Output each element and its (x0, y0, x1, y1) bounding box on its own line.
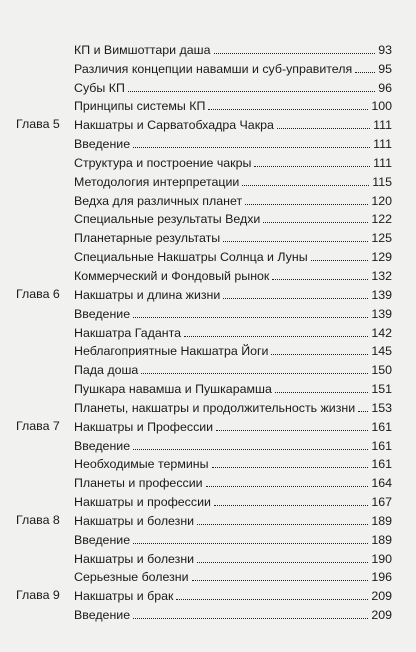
dot-leader (275, 392, 368, 393)
dot-leader (216, 430, 368, 431)
toc-entry (74, 250, 392, 264)
entry-title: Введение (74, 608, 131, 623)
dot-leader (128, 91, 375, 92)
entry-title: Специальные Накшатры Солнца и Луны (74, 250, 308, 265)
toc-entry (74, 118, 392, 132)
toc-entry (74, 137, 392, 151)
toc-row (16, 360, 392, 379)
dot-leader (263, 222, 368, 223)
dot-leader (271, 354, 368, 355)
dot-leader (355, 72, 375, 73)
entry-title: Накшатры и профессии (74, 495, 211, 510)
table-of-contents (16, 40, 392, 624)
page-number: 122 (371, 212, 392, 227)
dot-leader (223, 298, 368, 299)
dot-leader (223, 241, 368, 242)
dot-leader (245, 204, 368, 205)
entry-title: Накшатры и болезни (74, 513, 195, 528)
page-number: 145 (371, 344, 392, 359)
toc-entry (74, 439, 392, 453)
dot-leader (133, 449, 368, 450)
toc-row (16, 455, 392, 474)
dot-leader (242, 185, 369, 186)
toc-entry (74, 194, 392, 208)
toc-entry (74, 175, 392, 189)
page-number: 153 (371, 400, 392, 415)
page-number: 150 (371, 363, 392, 378)
dot-leader (176, 599, 368, 600)
dot-leader (192, 580, 369, 581)
page-number: 196 (371, 570, 392, 585)
page-number: 93 (378, 42, 392, 57)
page-number: 120 (371, 193, 392, 208)
toc-row (16, 97, 392, 116)
page-number: 96 (378, 80, 392, 95)
toc-entry (74, 99, 392, 113)
page-number: 161 (371, 419, 392, 434)
page-number: 111 (373, 118, 392, 133)
toc-row (16, 59, 392, 78)
entry-title: Накшатры и болезни (74, 551, 195, 566)
toc-entry (74, 457, 392, 471)
page-number: 132 (371, 268, 392, 283)
dot-leader (133, 618, 368, 619)
toc-row (16, 285, 392, 304)
toc-entry (74, 43, 392, 57)
entry-title: Коммерческий и Фондовый рынок (74, 268, 270, 283)
toc-row (16, 342, 392, 361)
entry-title: Серьезные болезни (74, 570, 189, 585)
entry-title: Введение (74, 306, 131, 321)
entry-title: Необходимые термины (74, 457, 209, 472)
entry-title: Планетарные результаты (74, 231, 221, 246)
toc-row (16, 40, 392, 59)
entry-title: Неблагоприятные Накшатра Йоги (74, 344, 269, 359)
entry-title: Введение (74, 137, 131, 152)
page-number: 161 (371, 457, 392, 472)
entry-title: Ведха для различных планет (74, 193, 243, 208)
toc-row (16, 115, 392, 134)
toc-entry (74, 570, 392, 584)
dot-leader (133, 317, 368, 318)
toc-entry (74, 212, 392, 226)
page-number: 209 (371, 608, 392, 623)
toc-row (16, 210, 392, 229)
dot-leader (197, 524, 368, 525)
dot-leader (214, 505, 368, 506)
toc-row (16, 549, 392, 568)
toc-entry (74, 514, 392, 528)
toc-entry (74, 326, 392, 340)
entry-title: Накшатры и длина жизни (74, 287, 221, 302)
toc-entry (74, 156, 392, 170)
dot-leader (214, 53, 376, 54)
dot-leader (133, 543, 368, 544)
toc-entry (74, 382, 392, 396)
entry-title: Пушкара навамша и Пушкарамша (74, 382, 272, 397)
page-number: 161 (371, 438, 392, 453)
page-number: 95 (378, 61, 392, 76)
page-number: 209 (371, 589, 392, 604)
page-number: 111 (373, 155, 392, 170)
dot-leader (141, 373, 368, 374)
toc-entry (74, 288, 392, 302)
toc-row (16, 417, 392, 436)
toc-entry (74, 81, 392, 95)
toc-row (16, 247, 392, 266)
toc-row (16, 153, 392, 172)
toc-row (16, 436, 392, 455)
page-number: 189 (371, 513, 392, 528)
entry-title: КП и Вимшоттари даша (74, 42, 211, 57)
toc-entry (74, 363, 392, 377)
page-number: 190 (371, 551, 392, 566)
entry-title: Накшатры и Сарватобхадра Чакра (74, 118, 274, 133)
toc-row (16, 379, 392, 398)
toc-row (16, 191, 392, 210)
dot-leader (358, 411, 368, 412)
dot-leader (197, 562, 368, 563)
page-number: 139 (371, 306, 392, 321)
entry-title: Накшатра Гаданта (74, 325, 182, 340)
chapter-label: Глава 8 (16, 512, 60, 527)
toc-entry (74, 495, 392, 509)
page-number: 125 (371, 231, 392, 246)
toc-entry (74, 608, 392, 622)
chapter-label: Глава 5 (16, 117, 60, 132)
toc-row (16, 134, 392, 153)
dot-leader (254, 166, 370, 167)
dot-leader (311, 260, 369, 261)
entry-title: Принципы системы КП (74, 99, 206, 114)
page-number: 115 (372, 174, 392, 189)
page-number: 129 (371, 250, 392, 265)
entry-title: Специальные результаты Ведхи (74, 212, 261, 227)
toc-row (16, 228, 392, 247)
dot-leader (212, 467, 369, 468)
chapter-label: Глава 7 (16, 418, 60, 433)
toc-row (16, 530, 392, 549)
toc-row (16, 605, 392, 624)
chapter-label: Глава 9 (16, 588, 60, 603)
entry-title: Структура и построение чакры (74, 155, 252, 170)
toc-entry (74, 62, 392, 76)
toc-row (16, 511, 392, 530)
toc-entry (74, 552, 392, 566)
page-number: 142 (371, 325, 392, 340)
toc-row (16, 323, 392, 342)
toc-entry (74, 344, 392, 358)
toc-entry (74, 589, 392, 603)
entry-title: Субы КП (74, 80, 125, 95)
entry-title: Планеты, накшатры и продолжительность жизни (74, 400, 356, 415)
toc-row (16, 266, 392, 285)
entry-title: Методология интерпретации (74, 174, 240, 189)
page-number: 111 (373, 137, 392, 152)
dot-leader (272, 279, 368, 280)
toc-entry (74, 533, 392, 547)
page-number: 164 (371, 476, 392, 491)
entry-title: Планеты и профессии (74, 476, 203, 491)
chapter-label: Глава 6 (16, 286, 60, 301)
entry-title: Введение (74, 438, 131, 453)
page-number: 151 (371, 382, 392, 397)
toc-row (16, 172, 392, 191)
toc-entry (74, 269, 392, 283)
toc-row (16, 398, 392, 417)
page-number: 189 (371, 532, 392, 547)
dot-leader (277, 128, 370, 129)
toc-row (16, 78, 392, 97)
entry-title: Различия концепции навамши и суб-управителя (74, 61, 353, 76)
dot-leader (133, 147, 370, 148)
dot-leader (184, 336, 368, 337)
page-number: 100 (371, 99, 392, 114)
dot-leader (206, 486, 369, 487)
toc-row (16, 492, 392, 511)
page-number: 167 (371, 495, 392, 510)
entry-title: Пада доша (74, 363, 139, 378)
toc-entry (74, 420, 392, 434)
entry-title: Накшатры и Профессии (74, 419, 214, 434)
toc-row (16, 586, 392, 605)
toc-entry (74, 401, 392, 415)
toc-row (16, 304, 392, 323)
toc-entry (74, 231, 392, 245)
dot-leader (208, 109, 368, 110)
toc-entry (74, 476, 392, 490)
page-number: 139 (371, 287, 392, 302)
entry-title: Накшатры и брак (74, 589, 174, 604)
toc-entry (74, 307, 392, 321)
toc-row (16, 568, 392, 587)
entry-title: Введение (74, 532, 131, 547)
toc-row (16, 473, 392, 492)
